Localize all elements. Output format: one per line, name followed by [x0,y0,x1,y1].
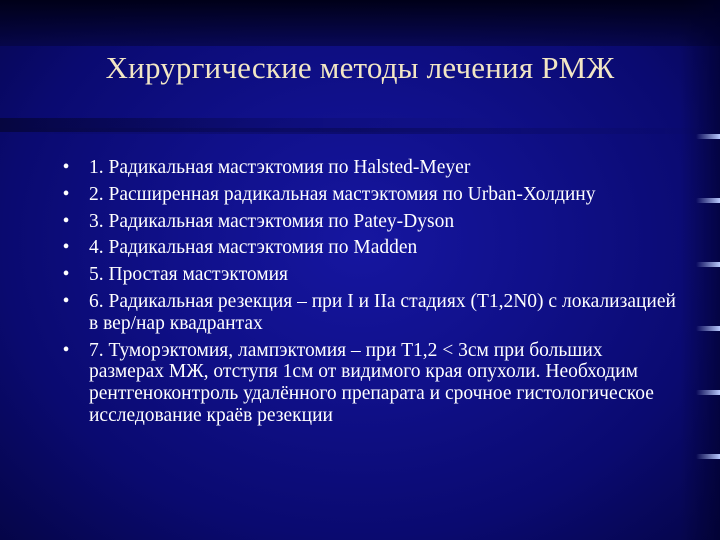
bullet-icon: • [62,339,70,361]
list-item-text: 2. Расширенная радикальная мастэктомия по Urban-Холдину [89,183,596,205]
decorative-edge-mark [696,454,720,459]
decorative-edge-mark [696,134,720,139]
list-item-text: 1. Радикальная мастэктомия по Halsted-Meyer [89,157,471,178]
list-item [56,237,676,259]
bullet-icon: • [62,183,70,205]
slide-title: Хирургические методы лечения РМЖ [105,50,615,85]
decorative-edge-mark [696,390,720,395]
bullet-icon: • [62,290,70,312]
list-item [56,291,676,335]
list-item-text: 4. Радикальная мастэктомия по Madden [89,237,418,259]
bullet-icon: • [62,264,70,286]
list-item-text: 3. Радикальная мастэктомия по Patey-Dyson [89,210,455,232]
list-item-text: 7. Туморэктомия, лампэктомия – при T1,2 < 3см при больших размерах МЖ, отступя 1см от видимого края опухоли. Необходим рентгеноконтроль удалённого препарата и срочное гистологическое исследование краёв резекции [89,339,654,426]
decorative-edge-mark [696,326,720,331]
list-item [56,184,676,206]
list-item [56,157,676,179]
list-item-text: 6. Радикальная резекция – при I и IIa стадиях (T1,2N0) с локализацией в вер/нар квадрантах [89,290,676,334]
decorative-edge-mark [696,262,720,267]
list-item-text: 5. Простая мастэктомия [89,264,288,286]
bullet-icon: • [62,157,70,178]
list-item [56,211,676,233]
bullet-list [56,157,676,427]
title-underline-band-thin [0,128,720,134]
slide-body [56,157,676,432]
list-item [56,264,676,286]
decorative-edge-mark [696,198,720,203]
top-shadow-band [0,0,720,46]
list-item [56,340,676,427]
bullet-icon: • [62,237,70,259]
bullet-icon: • [62,210,70,232]
